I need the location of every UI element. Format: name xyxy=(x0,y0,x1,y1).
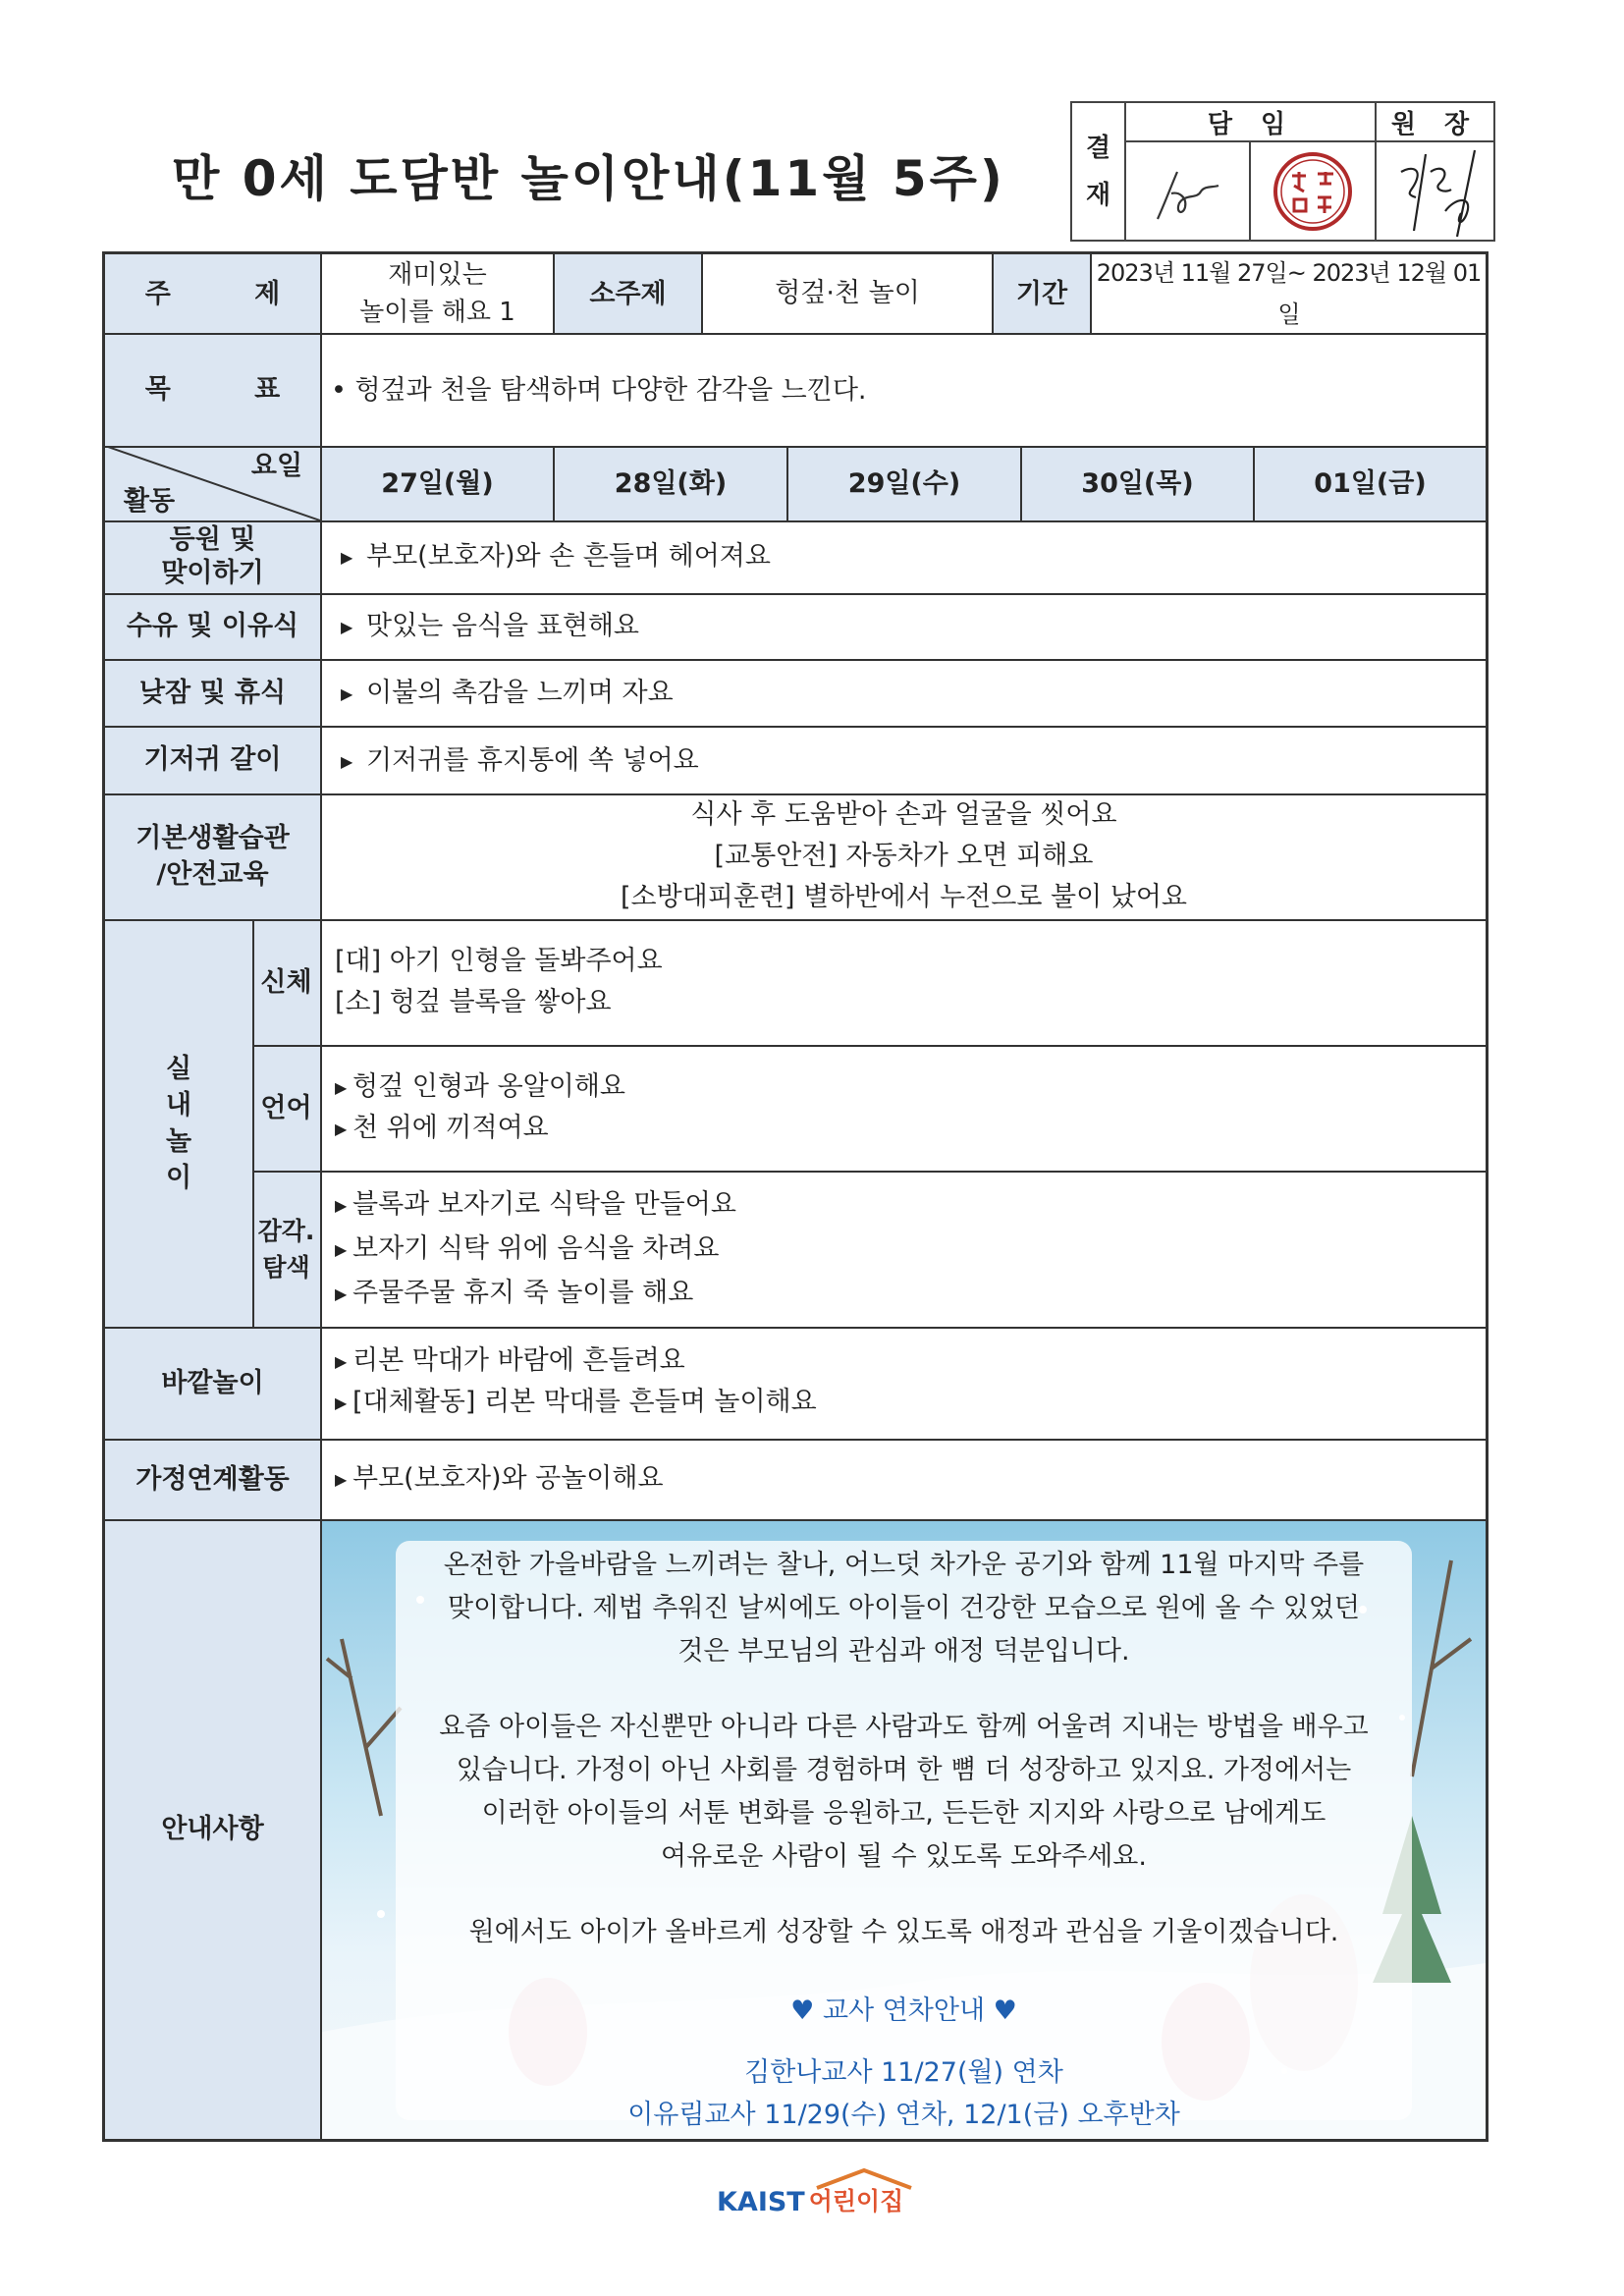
habits-line: [교통안전] 자동차가 오면 피해요 xyxy=(714,841,1094,871)
diaper-label: 기저귀 갈이 xyxy=(143,744,282,775)
corner-day-label: 요일 xyxy=(250,450,303,481)
logo-house xyxy=(809,2182,904,2217)
approval-label xyxy=(1072,103,1126,240)
leave-line-1: 김한나교사 11/27(월) 연차 xyxy=(744,2057,1063,2088)
leave-line-2: 이유림교사 11/29(수) 연차, 12/1(금) 오후반차 xyxy=(627,2100,1180,2130)
day-header: 01일(금) xyxy=(1314,467,1427,499)
feeding-label: 수유 및 이유식 xyxy=(126,611,299,641)
physical-line: [소] 헝겊 블록을 쌓아요 xyxy=(335,987,612,1017)
day-header: 28일(화) xyxy=(614,467,728,499)
teacher-signature xyxy=(1128,142,1249,240)
theme-label: 주 제 xyxy=(144,278,318,309)
sensory-line: ▶ 보자기 식탁 위에 음식을 차려요 xyxy=(335,1233,720,1264)
indoor-label: 실 내 놀 이 xyxy=(165,1053,192,1193)
home-text: ▶ 부모(보호자)와 공놀이해요 xyxy=(335,1463,664,1494)
outdoor-line: ▶ [대체활동] 리본 막대를 흔들며 놀이해요 xyxy=(335,1387,817,1417)
arrival-text: ▶ 부모(보호자)와 손 흔들며 헤어져요 xyxy=(341,541,771,572)
theme-value: 재미있는 놀이를 해요 1 xyxy=(359,260,515,327)
language-label: 언어 xyxy=(260,1092,312,1123)
language-line: ▶ 천 위에 끼적여요 xyxy=(335,1113,549,1143)
notice-label: 안내사항 xyxy=(161,1814,264,1844)
outdoor-label: 바깥놀이 xyxy=(161,1367,264,1398)
feeding-text: ▶ 맛있는 음식을 표현해요 xyxy=(341,611,639,641)
subtheme-value: 헝겊·천 놀이 xyxy=(775,278,920,308)
habits-line: [소방대피훈련] 별하반에서 누전으로 불이 났어요 xyxy=(620,882,1188,912)
corner-activity-label: 활동 xyxy=(123,485,176,517)
teacher-heading: 담 임 xyxy=(1126,103,1377,142)
habits-line: 식사 후 도움받아 손과 얼굴을 씻어요 xyxy=(690,799,1117,830)
notice-paragraph-2: 요즘 아이들은 자신뿐만 아니라 다른 사람과도 함께 어울려 지내는 방법을 배우고 있습니다. 가정이 아닌 사회를 경험하며 한 뼘 더 성장하고 있지요. 가정에서는 이러한 아이들의 서툰 변화를 응원하고, 든든한 지지와 사랑으로 남에게도 여유로운 사람이 될 수 있도록 도와주세요. xyxy=(439,1712,1369,1872)
teacher-stamp xyxy=(1251,142,1375,240)
diaper-text: ▶ 기저귀를 휴지통에 쏙 넣어요 xyxy=(341,745,699,776)
sensory-line: ▶ 블록과 보자기로 식탁을 만들어요 xyxy=(335,1189,736,1220)
day-header: 27일(월) xyxy=(381,467,494,499)
plan-table xyxy=(102,251,1489,2142)
nap-label: 낮잠 및 휴식 xyxy=(138,677,287,708)
physical-label: 신체 xyxy=(260,966,312,998)
approval-label-1: 결 xyxy=(1085,133,1111,163)
day-header: 30일(목) xyxy=(1081,467,1194,499)
subtheme-label: 소주제 xyxy=(589,278,667,309)
home-label: 가정연계활동 xyxy=(135,1463,290,1495)
physical-line: [대] 아기 인형을 돌봐주어요 xyxy=(335,946,663,976)
habits-label: 기본생활습관 /안전교육 xyxy=(135,823,290,890)
notice-paragraph-1: 온전한 가을바람을 느끼려는 찰나, 어느덧 차가운 공기와 함께 11월 마지막 주를 맞이합니다. 제법 추워진 날씨에도 아이들이 건강한 모습으로 원에 올 수 있었던 것은 부모님의 관심과 애정 덕분입니다. xyxy=(443,1550,1365,1667)
director-heading: 원 장 xyxy=(1377,103,1493,142)
day-header: 29일(수) xyxy=(847,467,961,499)
goal-label: 목 표 xyxy=(144,374,318,405)
leave-title: ♥ 교사 연차안내 ♥ xyxy=(790,1995,1017,2026)
sensory-line: ▶ 주물주물 휴지 죽 놀이를 해요 xyxy=(335,1278,694,1308)
notice-background xyxy=(322,1521,1486,2139)
notice-paragraph-3: 원에서도 아이가 올바르게 성장할 수 있도록 애정과 관심을 기울이겠습니다. xyxy=(468,1917,1339,1947)
language-line: ▶ 헝겊 인형과 옹알이해요 xyxy=(335,1071,625,1102)
approval-box xyxy=(1070,101,1495,242)
nap-text: ▶ 이불의 촉감을 느끼며 자요 xyxy=(341,678,674,708)
approval-label-2: 재 xyxy=(1085,180,1111,210)
goal-text: • 헝겊과 천을 탐색하며 다양한 감각을 느낀다. xyxy=(331,375,867,406)
arrival-label: 등원 및 맞이하기 xyxy=(161,524,264,588)
period-value: 2023년 11월 27일~ 2023년 12월 01일 xyxy=(1096,259,1482,328)
page-title: 만 0세 도담반 놀이안내(11월 5주) xyxy=(172,150,1005,207)
logo-korean-text: 어린이집 xyxy=(808,2187,904,2215)
director-signature xyxy=(1377,142,1493,240)
logo-kaist-text: KAIST xyxy=(717,2187,805,2217)
sensory-label: 감각.탐색 xyxy=(257,1216,315,1282)
period-label: 기간 xyxy=(1015,278,1068,309)
outdoor-line: ▶ 리본 막대가 바람에 흔들려요 xyxy=(335,1345,685,1376)
kaist-logo xyxy=(717,2174,903,2217)
